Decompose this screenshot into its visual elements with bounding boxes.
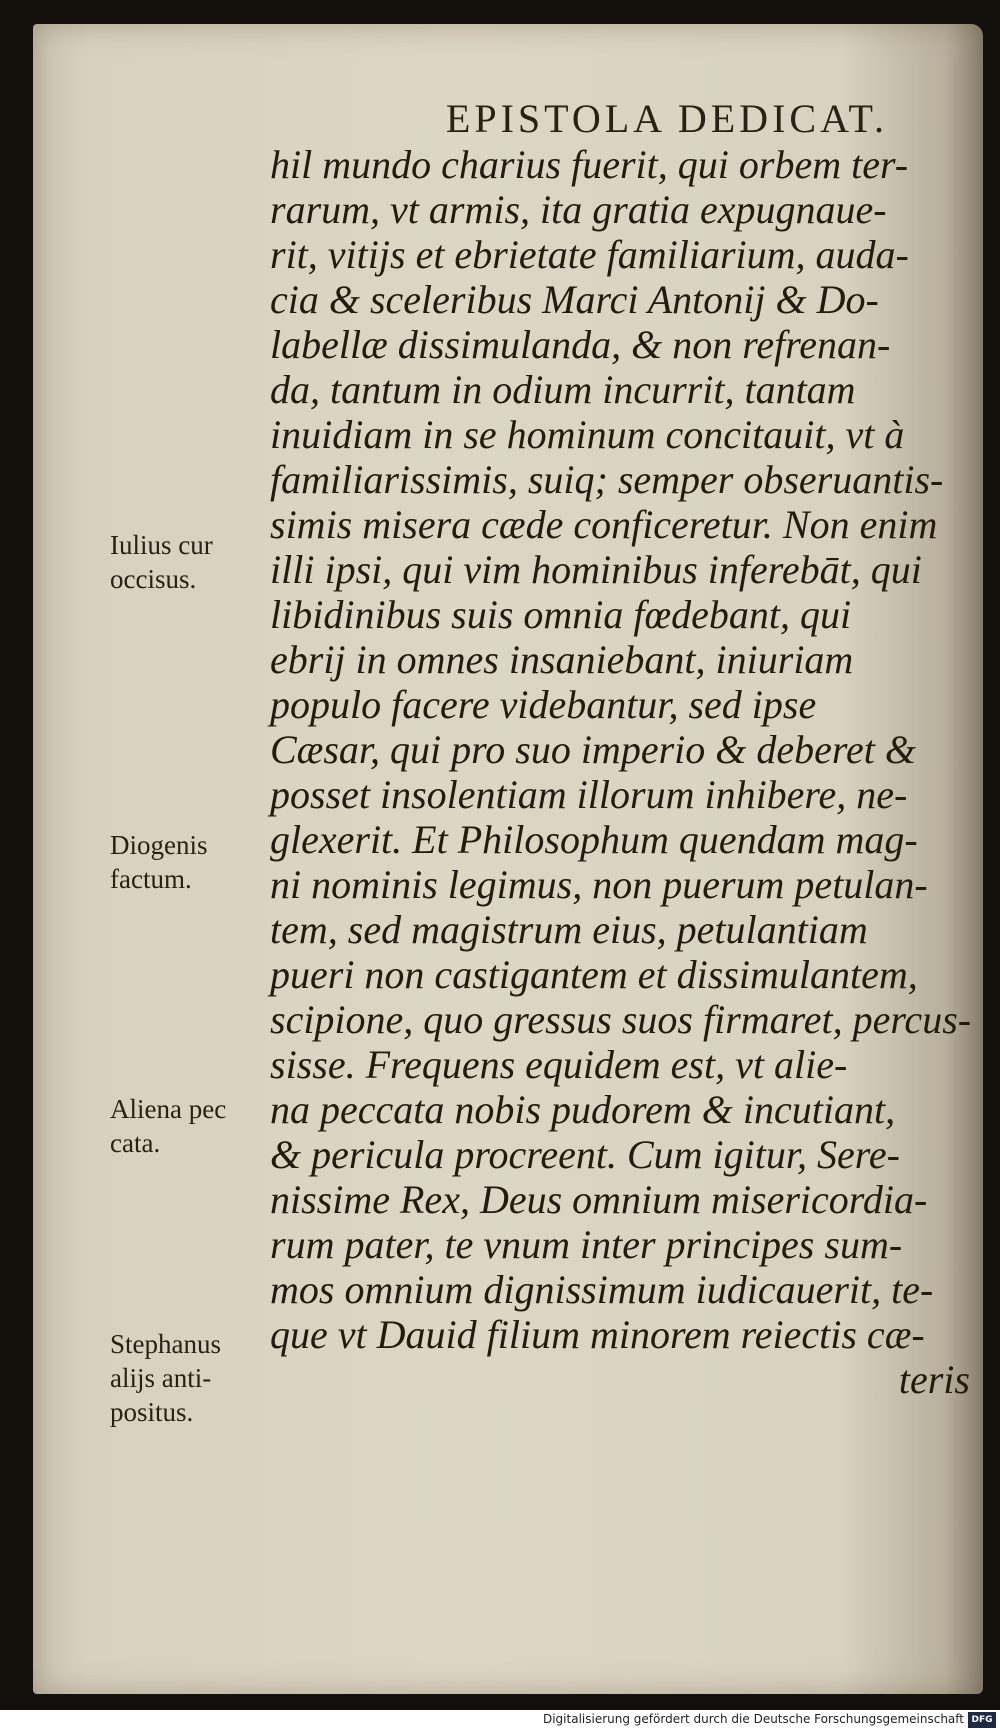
text-line: ebrij in omnes insaniebant, iniuriam xyxy=(270,637,854,682)
text-line: glexerit. Et Philosophum quendam mag- xyxy=(270,817,918,862)
margin-note-line: factum. xyxy=(110,864,192,894)
text-line: libidinibus suis omnia fœdebant, qui xyxy=(270,592,852,637)
text-line: inuidiam in se hominum concitauit, vt à xyxy=(270,412,905,457)
text-line: familiarissimis, suiq; semper obseruantis- xyxy=(270,457,944,502)
text-line: que vt Dauid filium minorem reiectis cæ- xyxy=(270,1312,925,1357)
text-line: & pericula procreent. Cum igitur, Sere- xyxy=(270,1132,900,1177)
margin-note-diogenes xyxy=(110,828,270,896)
margin-note-line: occisus. xyxy=(110,564,197,594)
margin-note-line: Iulius cur xyxy=(110,530,213,560)
text-line: posset insolentiam illorum inhibere, ne- xyxy=(270,772,908,817)
margin-note-line: positus. xyxy=(110,1397,194,1427)
margin-note-aliena xyxy=(110,1092,270,1160)
margin-note-line: Stephanus xyxy=(110,1329,221,1359)
catchword: teris xyxy=(898,1357,970,1402)
text-line: rum pater, te vnum inter principes sum- xyxy=(270,1222,903,1267)
dfg-logo: DFG xyxy=(968,1712,996,1728)
text-line: rit, vitijs et ebrietate familiarium, auda- xyxy=(270,232,909,277)
text-line: hil mundo charius fuerit, qui orbem ter- xyxy=(270,142,909,187)
margin-note-line: cata. xyxy=(110,1128,161,1158)
text-line: pueri non castigantem et dissimulantem, xyxy=(270,952,918,997)
margin-note-line: Aliena pec xyxy=(110,1094,227,1124)
text-line: rarum, vt armis, ita gratia expugnaue- xyxy=(270,187,887,232)
text-line: na peccata nobis pudorem & incutiant, xyxy=(270,1087,896,1132)
text-line: ni nominis legimus, non puerum petulan- xyxy=(270,862,928,907)
text-line: sisse. Frequens equidem est, vt alie- xyxy=(270,1042,848,1087)
margin-note-stephanus xyxy=(110,1327,270,1429)
text-line: cia & sceleribus Marci Antonij & Do- xyxy=(270,277,879,322)
text-line: simis misera cæde conficeretur. Non enim xyxy=(270,502,938,547)
margin-note-julius xyxy=(110,528,270,596)
text-line: nissime Rex, Deus omnium misericordia- xyxy=(270,1177,928,1222)
text-line: mos omnium dignissimum iudicauerit, te- xyxy=(270,1267,934,1312)
running-title: EPISTOLA DEDICAT. xyxy=(445,96,888,141)
text-line: da, tantum in odium incurrit, tantam xyxy=(270,367,856,412)
footer-bar xyxy=(0,1710,1000,1732)
text-line: illi ipsi, qui vim hominibus inferebāt, qui xyxy=(270,547,922,592)
margin-note-line: Diogenis xyxy=(110,830,208,860)
funding-credit: Digitalisierung gefördert durch die Deutsche Forschungsgemeinschaft xyxy=(542,1712,964,1726)
text-line: tem, sed magistrum eius, petulantiam xyxy=(270,907,868,952)
text-line: populo facere videbantur, sed ipse xyxy=(270,682,817,727)
text-line: Cæsar, qui pro suo imperio & deberet & xyxy=(270,727,916,772)
text-line: scipione, quo gressus suos firmaret, percus- xyxy=(270,997,972,1042)
margin-note-line: alijs anti- xyxy=(110,1363,212,1393)
text-line: labellæ dissimulanda, & non refrenan- xyxy=(270,322,891,367)
